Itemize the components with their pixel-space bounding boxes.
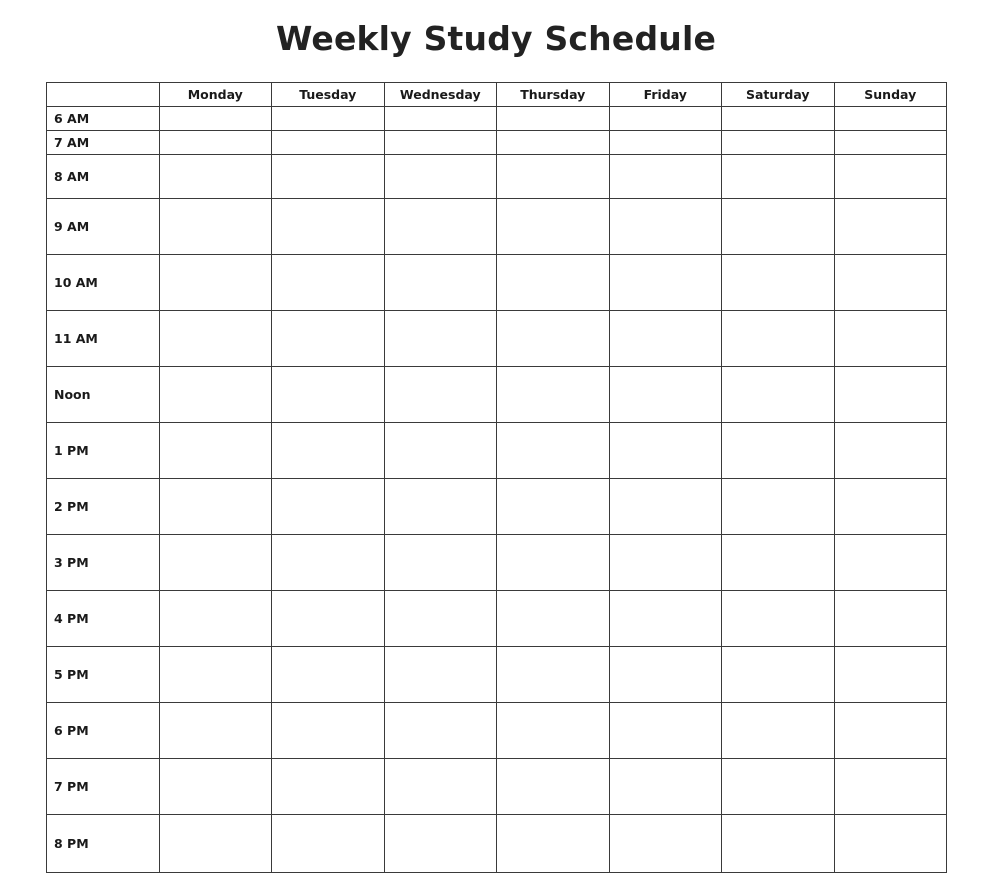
schedule-cell-tuesday[interactable]: [272, 367, 385, 423]
schedule-cell-wednesday[interactable]: [384, 591, 497, 647]
table-row: [47, 199, 947, 255]
time-slot-label: 11 AM: [47, 311, 160, 367]
schedule-cell-sunday[interactable]: [834, 591, 947, 647]
schedule-cell-friday[interactable]: [609, 423, 722, 479]
time-slot-label: 3 PM: [47, 535, 160, 591]
schedule-cell-thursday[interactable]: [497, 423, 610, 479]
table-row: [47, 423, 947, 479]
schedule-cell-tuesday[interactable]: [272, 647, 385, 703]
schedule-cell-sunday[interactable]: [834, 815, 947, 873]
time-slot-label: Noon: [47, 367, 160, 423]
schedule-cell-tuesday[interactable]: [272, 479, 385, 535]
schedule-cell-wednesday[interactable]: [384, 155, 497, 199]
schedule-cell-friday[interactable]: [609, 535, 722, 591]
schedule-cell-tuesday[interactable]: [272, 131, 385, 155]
schedule-cell-wednesday[interactable]: [384, 479, 497, 535]
schedule-cell-thursday[interactable]: [497, 759, 610, 815]
table-row: [47, 311, 947, 367]
schedule-cell-tuesday[interactable]: [272, 155, 385, 199]
time-slot-label: 6 PM: [47, 703, 160, 759]
schedule-cell-monday[interactable]: [159, 479, 272, 535]
schedule-cell-thursday[interactable]: [497, 591, 610, 647]
schedule-cell-monday[interactable]: [159, 759, 272, 815]
schedule-cell-saturday[interactable]: [722, 423, 835, 479]
schedule-cell-tuesday[interactable]: [272, 107, 385, 131]
schedule-cell-sunday[interactable]: [834, 311, 947, 367]
schedule-cell-friday[interactable]: [609, 255, 722, 311]
schedule-cell-tuesday[interactable]: [272, 703, 385, 759]
schedule-cell-saturday[interactable]: [722, 311, 835, 367]
schedule-cell-monday[interactable]: [159, 647, 272, 703]
schedule-cell-thursday[interactable]: [497, 479, 610, 535]
schedule-cell-sunday[interactable]: [834, 535, 947, 591]
schedule-cell-thursday[interactable]: [497, 703, 610, 759]
schedule-cell-thursday[interactable]: [497, 647, 610, 703]
time-slot-label: 7 PM: [47, 759, 160, 815]
schedule-cell-sunday[interactable]: [834, 479, 947, 535]
table-row: [47, 479, 947, 535]
schedule-cell-sunday[interactable]: [834, 423, 947, 479]
schedule-cell-thursday[interactable]: [497, 815, 610, 873]
schedule-cell-tuesday[interactable]: [272, 199, 385, 255]
schedule-cell-wednesday[interactable]: [384, 199, 497, 255]
schedule-cell-wednesday[interactable]: [384, 535, 497, 591]
schedule-cell-wednesday[interactable]: [384, 311, 497, 367]
schedule-cell-saturday[interactable]: [722, 815, 835, 873]
schedule-cell-wednesday[interactable]: [384, 367, 497, 423]
schedule-cell-saturday[interactable]: [722, 479, 835, 535]
schedule-cell-friday[interactable]: [609, 647, 722, 703]
day-header-thursday: Thursday: [497, 83, 610, 107]
time-slot-label: 6 AM: [47, 107, 160, 131]
time-slot-label: 8 PM: [47, 815, 160, 873]
schedule-cell-monday[interactable]: [159, 199, 272, 255]
header-row: [47, 83, 947, 107]
schedule-cell-friday[interactable]: [609, 311, 722, 367]
schedule-cell-saturday[interactable]: [722, 131, 835, 155]
schedule-cell-monday[interactable]: [159, 107, 272, 131]
schedule-cell-monday[interactable]: [159, 131, 272, 155]
schedule-cell-thursday[interactable]: [497, 107, 610, 131]
schedule-cell-saturday[interactable]: [722, 759, 835, 815]
day-header-friday: Friday: [609, 83, 722, 107]
schedule-cell-saturday[interactable]: [722, 199, 835, 255]
schedule-cell-tuesday[interactable]: [272, 535, 385, 591]
day-header-monday: Monday: [159, 83, 272, 107]
schedule-cell-thursday[interactable]: [497, 131, 610, 155]
time-slot-label: 8 AM: [47, 155, 160, 199]
schedule-cell-thursday[interactable]: [497, 535, 610, 591]
schedule-cell-friday[interactable]: [609, 759, 722, 815]
schedule-cell-sunday[interactable]: [834, 199, 947, 255]
schedule-cell-friday[interactable]: [609, 107, 722, 131]
time-slot-label: 9 AM: [47, 199, 160, 255]
table-row: [47, 703, 947, 759]
schedule-cell-monday[interactable]: [159, 703, 272, 759]
schedule-cell-tuesday[interactable]: [272, 423, 385, 479]
schedule-cell-monday[interactable]: [159, 311, 272, 367]
time-slot-label: 1 PM: [47, 423, 160, 479]
schedule-cell-thursday[interactable]: [497, 255, 610, 311]
schedule-cell-wednesday[interactable]: [384, 131, 497, 155]
table-row: [47, 535, 947, 591]
schedule-cell-wednesday[interactable]: [384, 759, 497, 815]
schedule-cell-wednesday[interactable]: [384, 647, 497, 703]
schedule-cell-sunday[interactable]: [834, 367, 947, 423]
schedule-cell-sunday[interactable]: [834, 107, 947, 131]
table-row: [47, 647, 947, 703]
schedule-cell-wednesday[interactable]: [384, 703, 497, 759]
schedule-cell-thursday[interactable]: [497, 367, 610, 423]
day-header-tuesday: Tuesday: [272, 83, 385, 107]
schedule-cell-tuesday[interactable]: [272, 815, 385, 873]
table-row: [47, 367, 947, 423]
table-row: [47, 759, 947, 815]
schedule-cell-wednesday[interactable]: [384, 423, 497, 479]
time-slot-label: 10 AM: [47, 255, 160, 311]
schedule-cell-sunday[interactable]: [834, 703, 947, 759]
schedule-cell-friday[interactable]: [609, 131, 722, 155]
time-slot-label: 2 PM: [47, 479, 160, 535]
schedule-cell-sunday[interactable]: [834, 759, 947, 815]
schedule-cell-tuesday[interactable]: [272, 255, 385, 311]
table-row: [47, 255, 947, 311]
schedule-cell-tuesday[interactable]: [272, 591, 385, 647]
table-row: [47, 815, 947, 873]
schedule-cell-saturday[interactable]: [722, 535, 835, 591]
schedule-cell-saturday[interactable]: [722, 255, 835, 311]
schedule-cell-wednesday[interactable]: [384, 255, 497, 311]
schedule-cell-thursday[interactable]: [497, 199, 610, 255]
schedule-cell-sunday[interactable]: [834, 131, 947, 155]
schedule-cell-monday[interactable]: [159, 155, 272, 199]
day-header-wednesday: Wednesday: [384, 83, 497, 107]
schedule-cell-thursday[interactable]: [497, 311, 610, 367]
schedule-cell-sunday[interactable]: [834, 255, 947, 311]
table-row: [47, 591, 947, 647]
time-slot-label: 5 PM: [47, 647, 160, 703]
schedule-cell-tuesday[interactable]: [272, 759, 385, 815]
schedule-cell-monday[interactable]: [159, 423, 272, 479]
schedule-cell-friday[interactable]: [609, 703, 722, 759]
table-row: [47, 131, 947, 155]
schedule-cell-saturday[interactable]: [722, 367, 835, 423]
schedule-cell-saturday[interactable]: [722, 155, 835, 199]
schedule-cell-monday[interactable]: [159, 535, 272, 591]
day-header-sunday: Sunday: [834, 83, 947, 107]
schedule-cell-wednesday[interactable]: [384, 107, 497, 131]
schedule-cell-tuesday[interactable]: [272, 311, 385, 367]
schedule-cell-friday[interactable]: [609, 815, 722, 873]
schedule-cell-saturday[interactable]: [722, 107, 835, 131]
time-slot-label: 7 AM: [47, 131, 160, 155]
schedule-cell-friday[interactable]: [609, 155, 722, 199]
schedule-cell-saturday[interactable]: [722, 703, 835, 759]
table-row: [47, 155, 947, 199]
schedule-cell-monday[interactable]: [159, 255, 272, 311]
schedule-cell-monday[interactable]: [159, 815, 272, 873]
time-column-header: [47, 83, 160, 107]
schedule-cell-saturday[interactable]: [722, 647, 835, 703]
schedule-cell-wednesday[interactable]: [384, 815, 497, 873]
schedule-cell-friday[interactable]: [609, 479, 722, 535]
schedule-cell-friday[interactable]: [609, 591, 722, 647]
schedule-cell-saturday[interactable]: [722, 591, 835, 647]
day-header-saturday: Saturday: [722, 83, 835, 107]
schedule-cell-sunday[interactable]: [834, 647, 947, 703]
schedule-cell-monday[interactable]: [159, 591, 272, 647]
schedule-cell-sunday[interactable]: [834, 155, 947, 199]
table-row: [47, 107, 947, 131]
schedule-table: [46, 82, 947, 873]
page-title: Weekly Study Schedule: [275, 19, 717, 58]
schedule-cell-friday[interactable]: [609, 199, 722, 255]
schedule-cell-thursday[interactable]: [497, 155, 610, 199]
schedule-cell-friday[interactable]: [609, 367, 722, 423]
schedule-cell-monday[interactable]: [159, 367, 272, 423]
time-slot-label: 4 PM: [47, 591, 160, 647]
